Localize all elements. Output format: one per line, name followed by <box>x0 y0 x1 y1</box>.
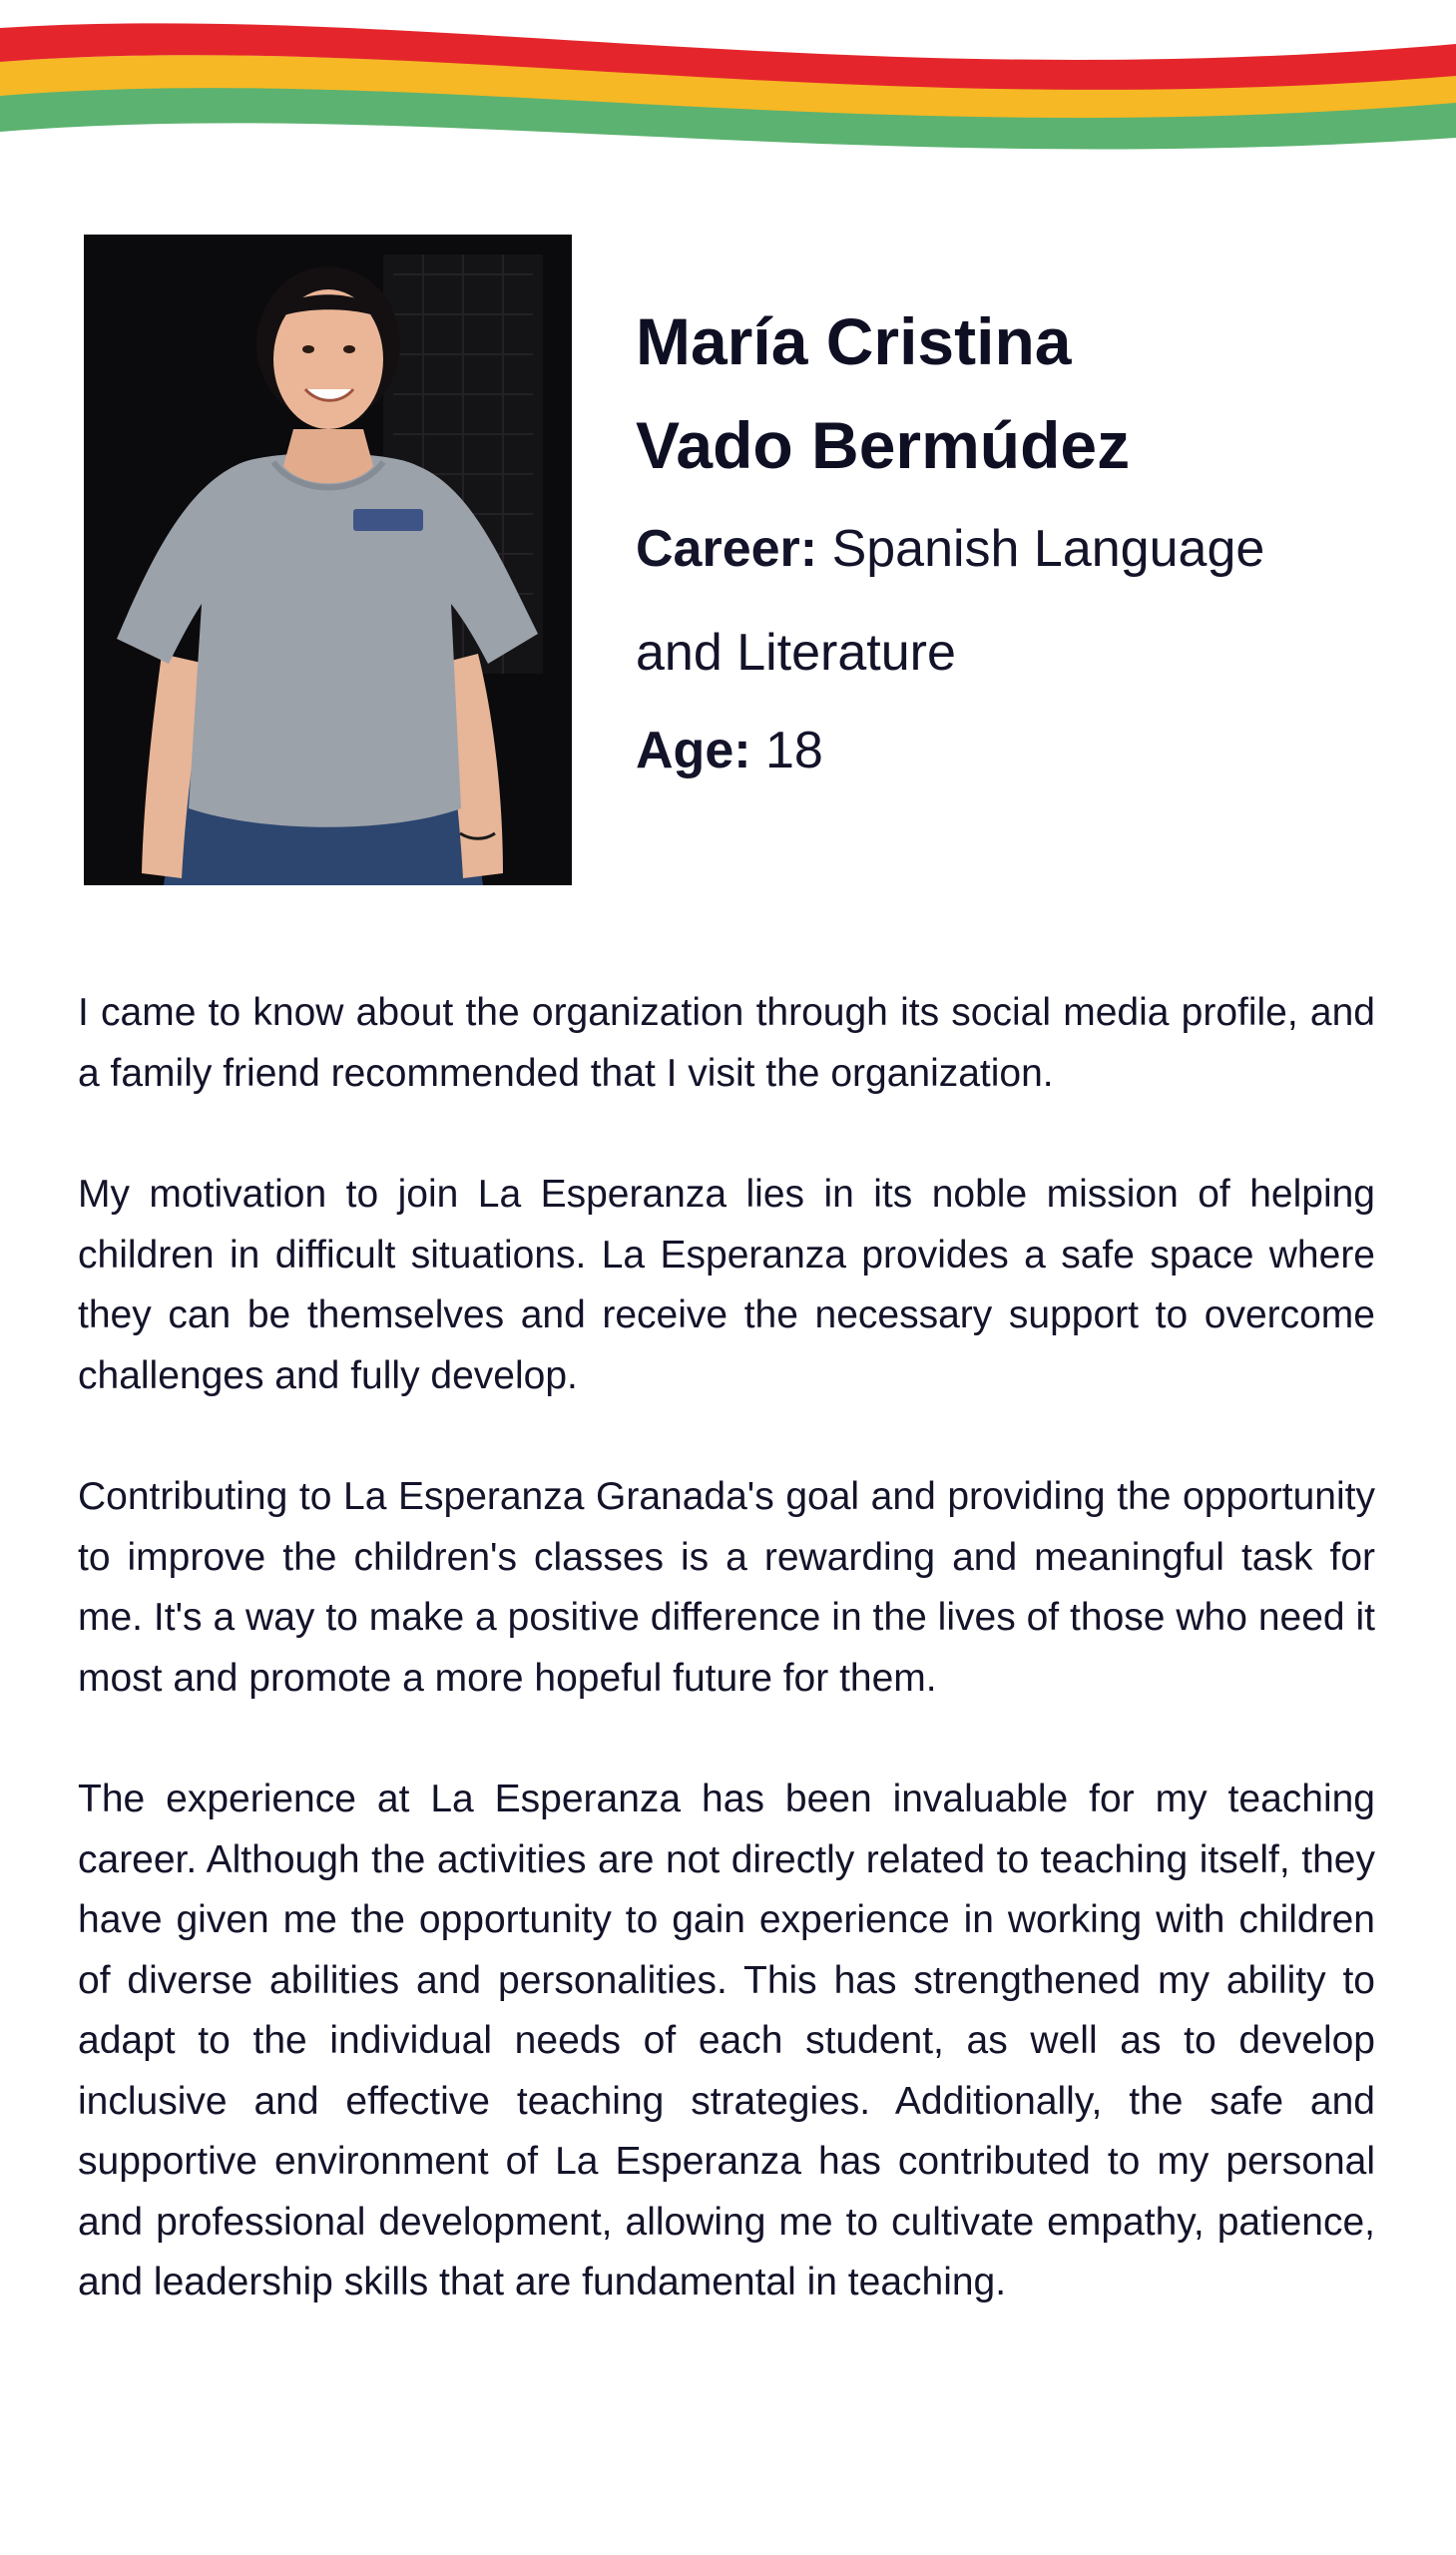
age-label: Age: <box>636 722 751 779</box>
tricolor-ribbon <box>0 0 1456 170</box>
biography <box>78 983 1375 2374</box>
age-field <box>636 705 1414 796</box>
person-name-line1: María Cristina <box>636 304 1072 378</box>
profile-info <box>636 289 1414 796</box>
career-field <box>636 497 1414 601</box>
career-value: Spanish Language <box>831 520 1265 578</box>
career-value-continued: and Literature <box>636 624 956 682</box>
bio-paragraph-4: The experience at La Esperanza has been invaluable for my teaching career. Although the activities are not directly related to teaching itself, they have given me the opportunity to gain experience in working with children of diverse abilities and personalities. This has strengthened my ability to adapt to the individual needs of each student, as well as to develop inclusive and effective teaching strategies. Additionally, the safe and supportive environment of La Esperanza has contributed to my personal and professional development, allowing me to cultivate empathy, patience, and leadership skills that are fundamental in teaching. <box>78 1778 1375 2303</box>
bio-paragraph-2: My motivation to join La Esperanza lies in its noble mission of helping children in difficult situations. La Esperanza provides a safe space where they can be themselves and receive the necessary support to overcome challenges and fully develop. <box>78 1173 1375 1397</box>
bio-paragraph-1: I came to know about the organization through its social media profile, and a family friend recommended that I visit the organization. <box>78 991 1375 1095</box>
portrait-illustration <box>84 235 572 885</box>
age-value: 18 <box>765 722 823 779</box>
profile-photo <box>84 235 572 885</box>
person-name-line2: Vado Bermúdez <box>636 408 1131 482</box>
career-label: Career: <box>636 520 818 578</box>
bio-paragraph-3: Contributing to La Esperanza Granada's goal and providing the opportunity to improve the children's classes is a rewarding and meaningful task for me. It's a way to make a positive difference in the lives of those who need it most and promote a more hopeful future for them. <box>78 1475 1375 1700</box>
